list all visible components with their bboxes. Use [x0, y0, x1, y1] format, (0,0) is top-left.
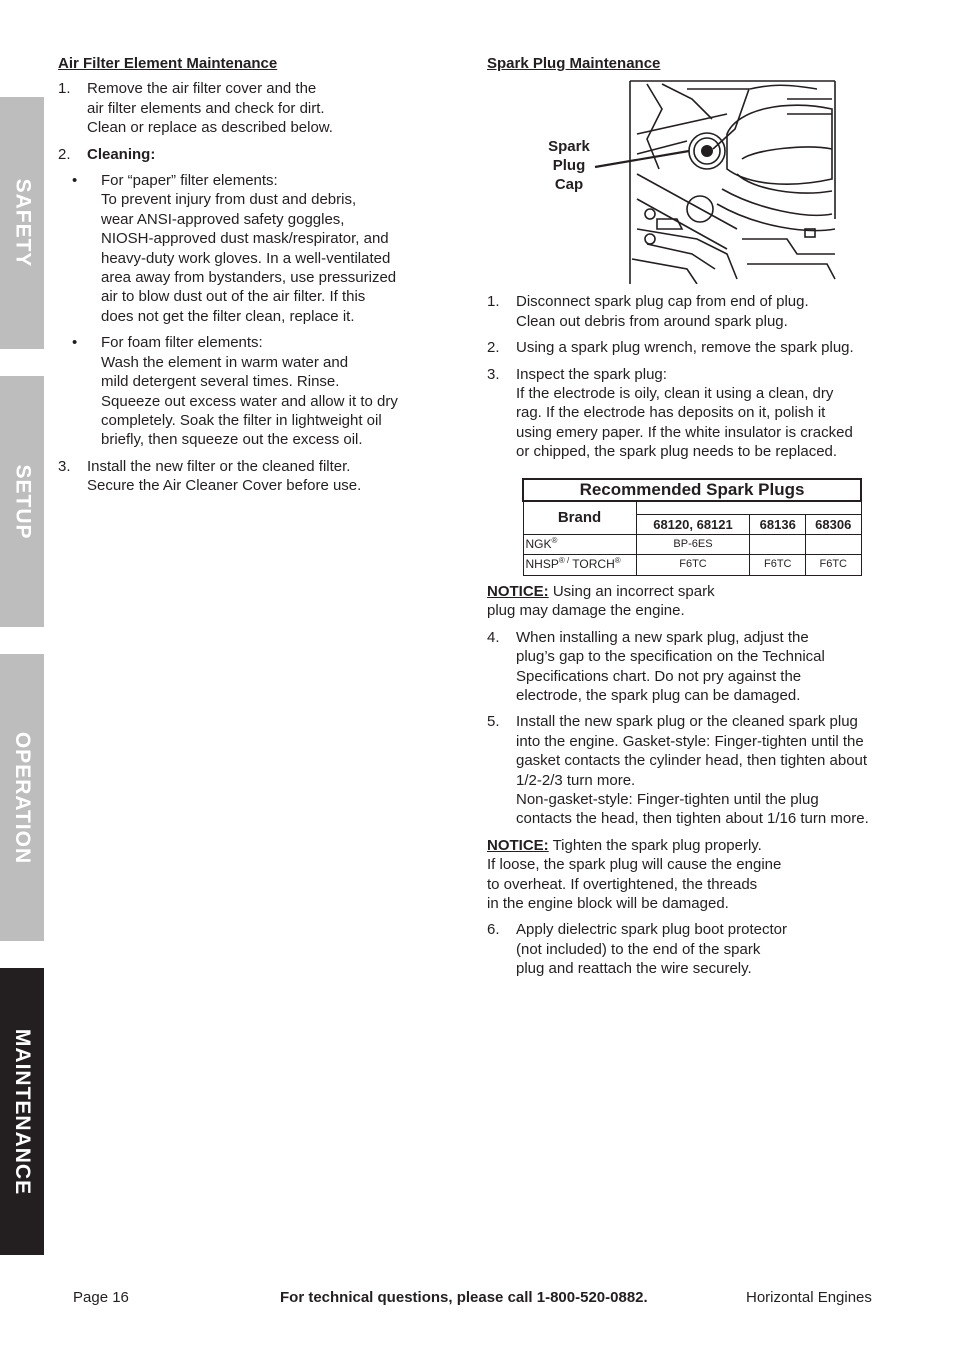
- table-title: Recommended Spark Plugs: [523, 479, 861, 501]
- paper-filter-bullet: • For “paper” filter elements: To prevent injury from dust and debris, wear ANSI-approved safety goggles, NIOSH-approved dust mask/respirator, and heavy-duty work gloves. In a well-ventilated area away from bystanders, use pressurized air to blow dust out of the air filter. If this does not get the filter clean, replace it.: [72, 172, 397, 325]
- model-header: 68306: [805, 514, 861, 534]
- engine-illustration: [487, 79, 907, 284]
- air-filter-heading: Air Filter Element Maintenance: [58, 55, 278, 72]
- spark-step-5: 5. Install the new spark plug or the cleaned spark plug into the engine. Gasket-style: Finger-tighten until the gasket contacts the cylinder head, then tighten about 1/2-2/3 turn more. Non-gasket-style: Finger-tighten until the plug contacts the head, then tighten about 1/16 turn more.: [487, 713, 869, 828]
- notice-incorrect-plug: NOTICE: Using an incorrect spark plug may damage the engine.: [487, 582, 715, 620]
- tab-safety: SAFETY: [0, 97, 44, 349]
- footer-product-name: Horizontal Engines: [746, 1289, 872, 1306]
- table-row: NHSP® / TORCH® F6TC F6TC F6TC: [523, 555, 861, 575]
- model-header: 68136: [750, 514, 806, 534]
- footer-page-number: Page 16: [73, 1289, 129, 1306]
- spark-step-3: 3. Inspect the spark plug: If the electrode is oily, clean it using a clean, dry rag. If the electrode has deposits on it, polish it using emery paper. If the white insulator is cracked or chipped, the spark plug needs to be replaced.: [487, 365, 853, 461]
- footer-tech-questions: For technical questions, please call 1-800-520-0882.: [280, 1289, 648, 1306]
- spark-step-1: 1. Disconnect spark plug cap from end of plug. Clean out debris from around spark plug.: [487, 293, 809, 330]
- spark-step-6: 6. Apply dielectric spark plug boot protector (not included) to the end of the spark plug and reattach the wire securely.: [487, 921, 787, 978]
- spark-plug-figure: [487, 79, 907, 284]
- right-column: [487, 54, 907, 986]
- spark-plug-heading: Spark Plug Maintenance: [487, 55, 661, 72]
- air-filter-step-2: 2. Cleaning:: [58, 145, 156, 163]
- foam-filter-bullet: • For foam filter elements: Wash the element in warm water and mild detergent several times. Rinse. Squeeze out excess water and allow it to dry completely. Soak the filter in lightweight oil briefly, then squeeze out the excess oil.: [72, 334, 398, 449]
- figure-label: Spark Plug Cap: [548, 138, 590, 194]
- air-filter-step-3: 3. Install the new filter or the cleaned filter. Secure the Air Cleaner Cover before use.: [58, 457, 362, 495]
- spark-step-4: 4. When installing a new spark plug, adjust the plug’s gap to the specification on the Technical Specifications chart. Do not pry against the electrode, the spark plug can be damaged.: [487, 628, 825, 704]
- left-column: [58, 54, 448, 503]
- notice-tighten-properly: NOTICE: Tighten the spark plug properly. If loose, the spark plug will cause the engine to overheat. If overtightened, the threads in the engine block will be damaged.: [487, 836, 782, 912]
- table-row: NGK® BP-6ES: [523, 535, 861, 555]
- tab-operation: OPERATION: [0, 654, 44, 941]
- spark-step-2: 2. Using a spark plug wrench, remove the spark plug.: [487, 339, 854, 357]
- tab-setup: SETUP: [0, 376, 44, 627]
- air-filter-step-1: 1. Remove the air filter cover and the air filter elements and check for dirt. Clean or replace as described below.: [58, 80, 333, 137]
- model-header: 68120, 68121: [636, 514, 750, 534]
- brand-header: Brand: [523, 501, 636, 535]
- spark-plug-table: [522, 478, 862, 576]
- tab-maintenance: MAINTENANCE: [0, 968, 44, 1255]
